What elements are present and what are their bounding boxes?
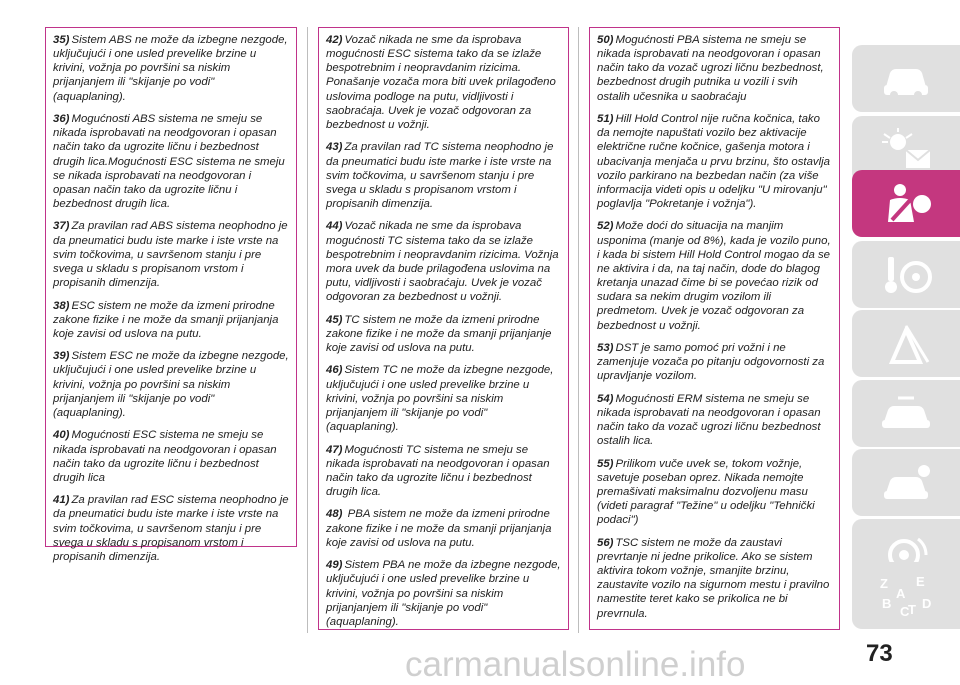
safety-note xyxy=(326,363,562,434)
note-text: Sistem ESC ne može da izbegne nezgode, uključujući i one usled prevelike brzine u krivini, vožnja po površini sa niskim prijanjanjem ili "skijanje po vodi" (aquaplaning). xyxy=(53,350,289,419)
safety-note xyxy=(597,341,833,383)
index-letter: C xyxy=(900,603,910,619)
note-text: Za pravilan rad TC sistema neophodno je da pneumatici budu iste marke i iste vrste na svim točkovima, u savršenom stanju i pre svega u skladu s propisanom vrstom i propisanih dimenzija. xyxy=(326,141,554,211)
note-text: TC sistem ne može da izmeni prirodne zakone fizike i ne može da smanji prijanjanje koje zavisi od uslova na putu. xyxy=(326,313,552,355)
note-text: Sistem TC ne može da izbegne nezgode, uključujući i one usled prevelike brzine u krivini, vožnja po površini sa niskim prijanjanjem ili "skijanje po vodi" (aquaplaning). xyxy=(326,364,554,434)
index-letter: Z xyxy=(880,575,888,591)
note-text: Vozač nikada ne sme da isprobava mogućnosti TC sistema tako da se izlaže bespotrebnim i neopravdanim rizicima. Vožnja mora uvek da bude prilagođena uslovima na putu, vidljivosti i saobraćaju. Uvek je vozač odgovoran za bezbednost u vožnji. xyxy=(326,220,559,304)
note-number: 53) xyxy=(597,342,614,355)
notes-column-3 xyxy=(589,27,840,630)
safety-note xyxy=(597,536,833,621)
note-text: Mogućnosti PBA sistema ne smeju se nikada isprobavati na neodgovoran i opasan način tako da vozač ugrozi ličnu bezbednost, bezbednost drugih putnika u vozili i svih ostalih učesnika u saobraćaju xyxy=(597,34,824,103)
note-number: 52) xyxy=(597,220,614,233)
safety-note xyxy=(53,493,290,564)
index-letter: B xyxy=(882,595,892,611)
note-number: 45) xyxy=(326,313,343,326)
safety-note xyxy=(53,112,290,211)
car-dashboard-icon xyxy=(878,57,934,101)
safety-note xyxy=(326,33,562,132)
safety-note xyxy=(326,140,562,211)
safety-note xyxy=(597,392,833,449)
safety-note xyxy=(53,33,290,104)
column-divider xyxy=(307,27,308,633)
note-text: Mogućnosti ABS sistema ne smeju se nikada isprobavati na neodgovoran i opasan način tako da ugrozite ličnu i bezbednost drugih lica.Mogućnosti ESC sistema ne smeju se nikada isprobavati na neodgovoran i opasan način tako da ugrozite ličnu i bezbednost drugih lica. xyxy=(53,113,285,211)
safety-note xyxy=(597,457,833,528)
safety-note xyxy=(326,558,562,629)
watermark: carmanualsonline.info xyxy=(405,645,746,684)
note-number: 56) xyxy=(597,536,614,549)
note-text: Hill Hold Control nije ručna kočnica, tako da nemojte napuštati vozilo bez aktivacije električne ručne kočnice, gašenja motora i ubacivanja menjača u prvu brzinu, što ostavlja vozilo parkirano na bezbedan način (za više informacija videti opis u odeljku "U mirovanju" poglavlja "Pokretanje i vožnja"). xyxy=(597,113,831,211)
note-text: Mogućnosti ESC sistema ne smeju se nikada isprobavati na neodgovoran i opasan način tako da ugrozite ličnu i bezbednost drugih lica xyxy=(53,429,277,484)
note-text: Za pravilan rad ABS sistema neophodno je da pneumatici budu iste marke i iste vrste na svim točkovima, u savršenom stanju i pre svega u skladu s propisanom vrstom i propisanih dimenzija. xyxy=(53,220,288,290)
note-text: Vozač nikada ne sme da isprobava mogućnosti ESC sistema tako da se izlaže bespotrebnim i neopravdanim rizicima. Ponašanje vozača mora biti uvek prilagođeno uslovima podloge na putu, vidljivosti i saobraćaja. Uvek je vozač odgovoran za bezbednost u vožnji. xyxy=(326,34,556,131)
note-number: 50) xyxy=(597,34,614,46)
note-text: Može doći do situacija na manjim usponima (manje od 8%), kada je vozilo puno, i kada bi sistem Hill Hold Control mogao da se ne aktivira i da, na taj način, dode do blagog kretanja unazad čime bi se povećao rizik od sudara sa nekim drugim vozilom ili predmetom. Uvek je vozač odgovoran za bezbednost u vožnji. xyxy=(597,220,831,332)
note-number: 43) xyxy=(326,141,343,154)
note-text: Prilikom vuče uvek se, tokom vožnje, savetuje poseban oprez. Nikada nemojte premašivati maksimalnu dozvoljenu masu (videti paragraf "Težine" u odeljku "Tehnički podaci") xyxy=(597,457,815,527)
note-text: Sistem ABS ne može da izbegne nezgode, uključujući i one usled prevelike brzine u krivini, vožnja po površini sa niskim prijanjanjem ili "skijanje po vodi" (aquaplaning). xyxy=(53,34,288,103)
safety-note xyxy=(53,219,290,290)
tab-car-service[interactable] xyxy=(852,449,960,516)
note-number: 54) xyxy=(597,392,614,405)
safety-note xyxy=(53,299,290,341)
note-number: 49) xyxy=(326,559,343,572)
airbag-safety-icon xyxy=(878,182,934,226)
car-maintenance-icon xyxy=(878,392,934,436)
roadside-warning-icon xyxy=(878,322,934,366)
index-letter: D xyxy=(922,595,932,611)
notes-column-2 xyxy=(318,27,569,630)
note-text: Mogućnosti ERM sistema ne smeju se nikada isprobavati na neodgovoran i opasan način tako da vozač ugrozi ličnu bezbednost ostalih lica. xyxy=(597,392,821,448)
note-number: 38) xyxy=(53,299,70,312)
safety-note xyxy=(326,219,562,304)
index-letter: E xyxy=(916,573,925,589)
note-number: 36) xyxy=(53,113,70,126)
note-number: 47) xyxy=(326,443,343,456)
note-number: 55) xyxy=(597,457,614,470)
note-number: 46) xyxy=(326,364,343,377)
note-text: PBA sistem ne može da izmeni prirodne zakone fizike i ne može da smanji prijanjanja koje zavisi od uslova na putu. xyxy=(326,508,552,549)
safety-note xyxy=(597,112,833,211)
safety-note xyxy=(597,33,833,104)
note-number: 42) xyxy=(326,34,343,46)
note-number: 51) xyxy=(597,113,614,126)
column-divider xyxy=(578,27,579,633)
index-letter: A xyxy=(896,585,906,601)
tab-key-steering[interactable] xyxy=(852,241,960,308)
note-text: Sistem PBA ne može da izbegne nezgode, uključujući i one usled prevelike brzine u krivini, vožnja po površini sa niskim prijanjanjem ili "skijanje po vodi" (aquaplaning). xyxy=(326,559,561,628)
car-service-icon xyxy=(878,461,934,505)
note-text: TSC sistem ne može da zaustavi prevrtanje ni jedne prikolice. Ako se sistem aktivira tokom vožnje, smanjite brzinu, zaustavite vozilo na sigurnom mestu i pravilno namestite teret kako se prikolica ne bi prevrnula. xyxy=(597,536,830,620)
warning-lights-icon xyxy=(878,128,934,172)
alphabetical-index-icon xyxy=(878,574,934,618)
note-number: 35) xyxy=(53,34,70,46)
tab-alphabetical-index[interactable] xyxy=(852,562,960,629)
tab-roadside-warning[interactable] xyxy=(852,310,960,377)
note-number: 44) xyxy=(326,220,343,233)
safety-note xyxy=(326,313,562,355)
note-number: 37) xyxy=(53,220,70,233)
safety-note xyxy=(326,507,562,549)
safety-note xyxy=(53,349,290,420)
note-number: 48) xyxy=(326,508,343,521)
safety-note xyxy=(597,219,833,332)
tab-airbag-safety[interactable] xyxy=(852,170,960,237)
note-text: DST je samo pomoć pri vožni i ne zamenjuje vozača po pitanju odgovornosti za upravljanje vozilom. xyxy=(597,342,825,383)
note-number: 40) xyxy=(53,429,70,442)
note-text: Mogućnosti TC sistema ne smeju se nikada isprobavati na neodgovoran i opasan način tako da ugrozite ličnu i bezbednost drugih lica. xyxy=(326,443,550,499)
notes-column-1 xyxy=(45,27,297,563)
note-number: 39) xyxy=(53,350,70,363)
tab-car-maintenance[interactable] xyxy=(852,380,960,447)
safety-note xyxy=(326,443,562,500)
tab-car-dashboard[interactable] xyxy=(852,45,960,112)
note-text: Za pravilan rad ESC sistema neophodno je da pneumatici budu iste marke i iste vrste na svim točkovima, u savršenom stanju i pre svega u skladu s propisanom vrstom i propisanih dimenzija. xyxy=(53,494,289,563)
page-number: 73 xyxy=(866,640,893,667)
key-steering-icon xyxy=(878,253,934,297)
index-letter: T xyxy=(908,601,916,617)
safety-note xyxy=(53,428,290,485)
note-number: 41) xyxy=(53,494,70,507)
note-text: ESC sistem ne može da izmeni prirodne zakone fizike i ne može da smanji prijanjanja koje zavisi od uslova na putu. xyxy=(53,299,279,340)
